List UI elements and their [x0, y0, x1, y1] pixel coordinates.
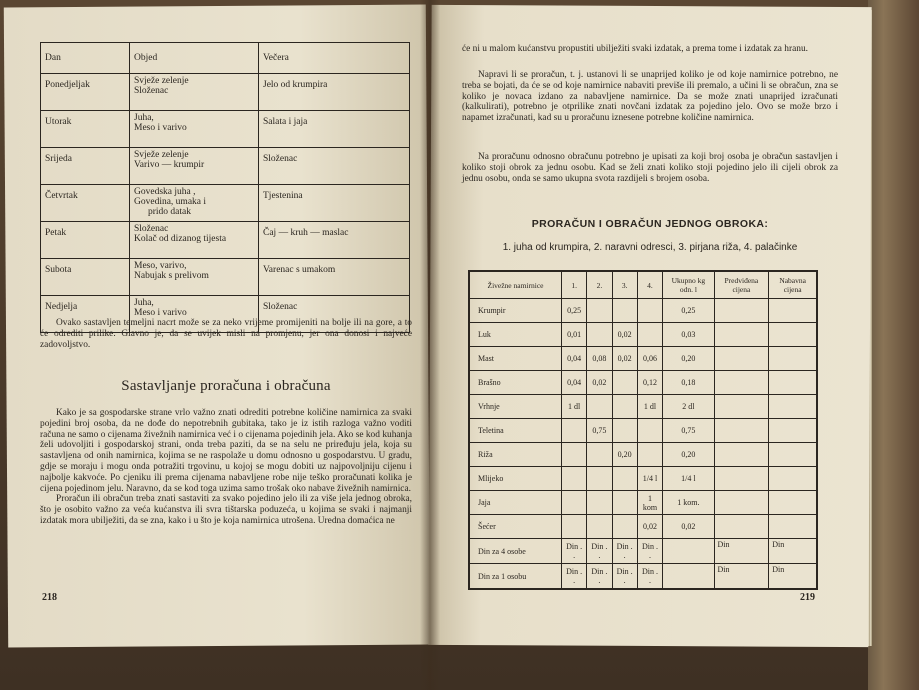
menu-dinner: Tjestenina	[259, 185, 410, 222]
ledger-cell-predicted	[714, 443, 769, 467]
menu-header-lunch: Objed	[130, 43, 259, 74]
ledger-item: Jaja	[469, 491, 562, 515]
ledger-cell-predicted	[714, 347, 769, 371]
menu-lunch-line: Svježe zelenje	[134, 150, 189, 160]
ledger-sum-predicted: Din	[714, 564, 769, 590]
menu-lunch-line: Meso, varivo,	[134, 261, 187, 271]
menu-row	[41, 259, 410, 296]
menu-lunch-line: Složenac	[134, 86, 169, 96]
right-paragraph-1-text: Napravi li se proračun, t. j. ustanovi li se unaprijed koliko je od koje namirnice potrebno, ne treba se bojati, da će se od koje namirnice nabaviti previše ili premalo, a učini li se obračun, zna se koliko je novaca izdano za nabavljene namirnice. Da se može znati unaprijed izračunati (kalkulirati), potrebno je otprilike znati novčani izdatak za pojedino jelo. Ovo se može brzo i napamet izračunati, kad su u proračunu iznesene potrebne količine namirnica.	[462, 70, 838, 124]
ledger-cell-c3	[612, 395, 637, 419]
ledger-cell-c1: 0,04	[562, 347, 587, 371]
ledger-sum-c4: Din . .	[637, 564, 662, 590]
ledger-item: Brašno	[469, 371, 562, 395]
ledger-cell-c1	[562, 515, 587, 539]
ledger-cell-predicted	[714, 299, 769, 323]
ledger-cell-purchase	[769, 491, 817, 515]
ledger-sum-label: Din za 4 osobe	[469, 539, 562, 564]
ledger-sum-purchase: Din	[769, 564, 817, 590]
ledger-cell-total: 2 dl	[663, 395, 714, 419]
ledger-item: Mast	[469, 347, 562, 371]
menu-lunch	[130, 74, 259, 111]
menu-day: Srijeda	[41, 148, 130, 185]
ledger-cell-c3: 0,20	[612, 443, 637, 467]
menu-lunch	[130, 148, 259, 185]
ledger-header-row	[469, 271, 817, 299]
menu-lunch-line: Svježe zelenje	[134, 76, 189, 86]
ledger-cell-c4	[637, 323, 662, 347]
ledger-cell-predicted	[714, 371, 769, 395]
ledger-cell-purchase	[769, 371, 817, 395]
menu-row	[41, 111, 410, 148]
ledger-cell-purchase	[769, 443, 817, 467]
ledger-cell-c4: 1/4 l	[637, 467, 662, 491]
menu-header-day: Dan	[41, 43, 130, 74]
ledger-sum-row	[469, 564, 817, 590]
ledger-row	[469, 515, 817, 539]
menu-row	[41, 148, 410, 185]
menu-lunch	[130, 185, 259, 222]
ledger-cell-c1: 0,25	[562, 299, 587, 323]
left-paragraph-1-text: Ovako sastavljen temeljni nacrt može se za neko vrijeme promijeniti na bolje ili na gore, a to će odrediti prilike. Glavno je, da se uvijek misli na promjenu, jer ona donosi i najveće zadovoljstvo.	[40, 318, 412, 350]
menu-header-dinner: Večera	[259, 43, 410, 74]
menu-lunch	[130, 259, 259, 296]
right-page-number: 219	[800, 592, 815, 603]
menu-lunch-line: Nabujak s prelivom	[134, 271, 209, 281]
menu-row	[41, 222, 410, 259]
ledger-sum-total	[663, 539, 714, 564]
ledger-cell-predicted	[714, 323, 769, 347]
ledger-item: Riža	[469, 443, 562, 467]
ledger-cell-predicted	[714, 419, 769, 443]
ledger-cell-c3	[612, 299, 637, 323]
menu-row	[41, 185, 410, 222]
ledger-sum-label: Din za 1 osobu	[469, 564, 562, 590]
ledger-cell-c2	[587, 299, 612, 323]
book-cover-edge	[868, 0, 919, 690]
ledger-cell-c2	[587, 467, 612, 491]
book-gutter	[420, 0, 440, 690]
ledger-item: Mlijeko	[469, 467, 562, 491]
ledger-cell-c4: 0,12	[637, 371, 662, 395]
ledger-sum-predicted: Din	[714, 539, 769, 564]
ledger-cell-total: 1/4 l	[663, 467, 714, 491]
ledger-cell-c1: 0,04	[562, 371, 587, 395]
menu-lunch	[130, 111, 259, 148]
menu-dinner: Složenac	[259, 296, 410, 333]
right-paragraph-0-text: će ni u malom kućanstvu propustiti ubilježiti svaki izdatak, a prema tome i izdatak za hranu.	[462, 44, 808, 54]
menu-day: Ponedjeljak	[41, 74, 130, 111]
ledger-cell-c3	[612, 419, 637, 443]
menu-lunch	[130, 222, 259, 259]
menu-dinner: Složenac	[259, 148, 410, 185]
ledger-cell-c1: 0,01	[562, 323, 587, 347]
menu-lunch-line: Juha,	[134, 298, 154, 308]
section-heading: Sastavljanje proračuna i obračuna	[121, 378, 331, 394]
ledger-cell-total: 0,25	[663, 299, 714, 323]
menu-header-row	[41, 43, 410, 74]
weekly-menu-table	[40, 42, 410, 333]
menu-lunch-line: Govedska juha ,	[134, 187, 196, 197]
right-paragraph-2	[462, 152, 838, 184]
ledger-cell-c4: 0,02	[637, 515, 662, 539]
menu-dinner: Varenac s umakom	[259, 259, 410, 296]
ledger-cell-c1	[562, 467, 587, 491]
menu-row	[41, 74, 410, 111]
ledger-header-col2: 2.	[587, 271, 612, 299]
ledger-heading: PRORAČUN I OBRAČUN JEDNOG OBROKA:	[531, 218, 769, 230]
menu-lunch-line: Govedina, umaka i	[134, 197, 207, 207]
ledger-sum-c4: Din . .	[637, 539, 662, 564]
ledger-row	[469, 371, 817, 395]
ledger-header-predicted: Predviđena cijena	[714, 271, 769, 299]
ledger-cell-c3	[612, 371, 637, 395]
menu-dinner: Čaj — kruh — maslac	[259, 222, 410, 259]
ledger-row	[469, 467, 817, 491]
ledger-header-col3: 3.	[612, 271, 637, 299]
ledger-cell-c4	[637, 299, 662, 323]
menu-lunch-line: Kolač od dizanog tijesta	[134, 234, 227, 244]
ledger-cell-c2	[587, 323, 612, 347]
ledger-cell-purchase	[769, 323, 817, 347]
menu-day: Četvrtak	[41, 185, 130, 222]
ledger-sum-c1: Din . .	[562, 539, 587, 564]
ledger-cell-purchase	[769, 419, 817, 443]
ledger-cell-predicted	[714, 515, 769, 539]
ledger-cell-c4: 0,06	[637, 347, 662, 371]
ledger-cell-c3	[612, 491, 637, 515]
ledger-header-col1: 1.	[562, 271, 587, 299]
ledger-cell-c2: 0,02	[587, 371, 612, 395]
ledger-cell-total: 0,02	[663, 515, 714, 539]
menu-body	[41, 74, 410, 333]
ledger-cell-c4	[637, 443, 662, 467]
ledger-cell-c2	[587, 395, 612, 419]
ledger-body	[469, 299, 817, 590]
menu-lunch-line: Juha,	[134, 113, 154, 123]
ledger-cell-c2	[587, 491, 612, 515]
ledger-cell-purchase	[769, 515, 817, 539]
ledger-row	[469, 299, 817, 323]
ledger-sum-c2: Din . .	[587, 539, 612, 564]
left-page-number: 218	[42, 592, 57, 603]
ledger-cell-c2	[587, 443, 612, 467]
ledger-cell-purchase	[769, 299, 817, 323]
ledger-cell-total: 0,75	[663, 419, 714, 443]
ledger-item: Šećer	[469, 515, 562, 539]
right-paragraph-1	[462, 70, 838, 124]
ledger-row	[469, 323, 817, 347]
ledger-cell-total: 0,18	[663, 371, 714, 395]
ledger-cell-purchase	[769, 395, 817, 419]
menu-day: Petak	[41, 222, 130, 259]
ledger-cell-predicted	[714, 467, 769, 491]
right-paragraph-0	[462, 44, 838, 55]
ledger-sum-c1: Din . .	[562, 564, 587, 590]
ledger-cell-c1: 1 dl	[562, 395, 587, 419]
ledger-cell-c3: 0,02	[612, 323, 637, 347]
menu-day: Nedjelja	[41, 296, 130, 333]
ledger-cell-c1	[562, 419, 587, 443]
ledger-row	[469, 443, 817, 467]
menu-lunch-line: Složenac	[134, 224, 169, 234]
menu-day: Subota	[41, 259, 130, 296]
ledger-header-col4: 4.	[637, 271, 662, 299]
menu-dinner: Jelo od krumpira	[259, 74, 410, 111]
ledger-header-item: Živežne namirnice	[469, 271, 562, 299]
menu-dinner: Salata i jaja	[259, 111, 410, 148]
ledger-row	[469, 419, 817, 443]
ledger-header-total: Ukupno kg odn. l	[663, 271, 714, 299]
menu-lunch-line: Meso i varivo	[134, 123, 187, 133]
ledger-cell-total: 0,20	[663, 443, 714, 467]
left-paragraph-1	[40, 318, 412, 350]
ledger-row	[469, 395, 817, 419]
ledger-cell-total: 0,03	[663, 323, 714, 347]
ledger-cell-c2	[587, 515, 612, 539]
ledger-cell-c3	[612, 467, 637, 491]
left-paragraph-3-text: Proračun ili obračun treba znati sastaviti za svako pojedino jelo ili za više jela jednog obroka, što je osobito važno za veća kućanstva ili svra tištarska poduzeća, u kojima se svaki i najmanji izdatak mora ubilježiti, da se zna, kako i u što je koja namirnica utrošena. Uredna domaćica ne	[40, 494, 412, 526]
menu-day: Utorak	[41, 111, 130, 148]
ledger-cell-c4	[637, 419, 662, 443]
ledger-item: Vrhnje	[469, 395, 562, 419]
ledger-item: Krumpir	[469, 299, 562, 323]
left-paragraph-2	[40, 408, 412, 527]
ledger-cell-c4: 1 dl	[637, 395, 662, 419]
ledger-cell-c2: 0,08	[587, 347, 612, 371]
ledger-sum-purchase: Din	[769, 539, 817, 564]
right-paragraph-2-text: Na proračunu odnosno obračunu potrebno je upisati za koji broj osoba je obračun sastavljen i koliko stoji obrok za jednu osobu. Kad se želi znati koliko stoji pojedino jelo ili cijeli obrok za jednu osobu, onda se samo ukupna svota razdijeli s brojem osoba.	[462, 152, 838, 184]
ledger-cell-predicted	[714, 395, 769, 419]
ledger-cell-predicted	[714, 491, 769, 515]
menu-lunch-line: Varivo — krumpir	[134, 160, 205, 170]
ledger-header-purchase: Nabavna cijena	[769, 271, 817, 299]
ledger-cell-c3	[612, 515, 637, 539]
ledger-cell-c1	[562, 491, 587, 515]
ledger-item: Luk	[469, 323, 562, 347]
ledger-cell-purchase	[769, 347, 817, 371]
ledger-sum-total	[663, 564, 714, 590]
ledger-subtitle: 1. juha od krumpira, 2. naravni odresci, 3. pirjana riža, 4. palačinke	[502, 242, 798, 253]
ledger-row	[469, 491, 817, 515]
ledger-sum-row	[469, 539, 817, 564]
ledger-cell-purchase	[769, 467, 817, 491]
ledger-item: Teletina	[469, 419, 562, 443]
left-paragraph-2-text: Kako je sa gospodarske strane vrlo važno znati odrediti potrebne količine namirnica za svaki pojedini broj osoba, da ne dođe do nepotrebnih gubitaka, tako je iz istih razloga važno voditi računa ne samo o cijenama živežnih namirnica već i o cijenama pojedinih jela. Ako se kod kuhanja želi udovoljiti i gospodarskoj strani, onda treba paziti, da se na selu ne priređuju jela, koja su sastavljena od onih namirnica, kojima se ne raspolaže u domu odnosno u gospodarstvu. U gradu, gdje se moraju i mogu onda potražiti trgovinu, u kojoj se mogu dobiti uz najpovoljniju cijenu i najbolje kakvoće. Po cjeniku ili prema cijenama nabavljene robe nije teško proračunati kolika je cijena pojedinom jelu. Naravno, da se kod toga uzima samo trošak oko nabave živežnih namirnica.	[40, 408, 412, 494]
ledger-row	[469, 347, 817, 371]
ledger-cell-c1	[562, 443, 587, 467]
ledger-cell-c4: 1 kom	[637, 491, 662, 515]
ledger-sum-c3: Din . .	[612, 539, 637, 564]
ledger-cell-c3: 0,02	[612, 347, 637, 371]
ledger-cell-total: 0,20	[663, 347, 714, 371]
ledger-sum-c2: Din . .	[587, 564, 612, 590]
ledger-cell-total: 1 kom.	[663, 491, 714, 515]
ledger-sum-c3: Din . .	[612, 564, 637, 590]
ledger-cell-c2: 0,75	[587, 419, 612, 443]
menu-lunch-line: prido datak	[148, 207, 192, 217]
menu-lunch-line: Meso i varivo	[134, 308, 187, 318]
meal-ledger-table	[468, 270, 818, 590]
